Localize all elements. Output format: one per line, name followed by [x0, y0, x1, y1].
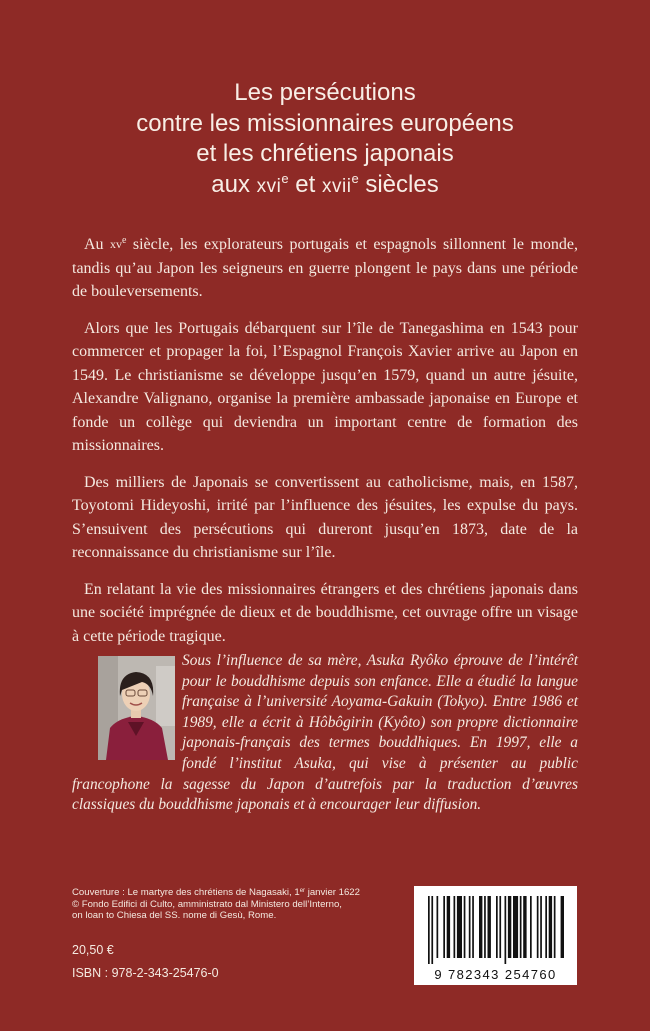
barcode-bars [414, 886, 577, 966]
barcode-bar [431, 896, 433, 964]
barcode-bar [549, 896, 552, 958]
paragraph-2: Alors que les Portugais débarquent sur l’île de Tanegashima en 1543 pour commercer et propager la foi, l’Espagnol François Xavier arrive au Japon en 1549. Le christianisme se développe jusqu’en 1579, quand un autre jésuite, Alexandre Valignano, organise la première ambassade japonaise en Europe et fonde un collège qui deviendra un important centre de formation des missionnaires. [72, 319, 578, 454]
barcode-bar [457, 896, 462, 958]
title-line-4-suffix: siècles [358, 170, 439, 198]
isbn: ISBN : 978-2-343-25476-0 [72, 966, 219, 980]
title-line-1: Les persécutions [234, 79, 416, 106]
title-line-4-prefix: aux [211, 170, 257, 198]
credits-sup: er [299, 888, 306, 894]
barcode-bar [496, 896, 498, 958]
paragraph-3: Des milliers de Japonais se convertissent au catholicisme, mais, en 1587, Toyotomi Hideyoshi, irrité par l’influence des jésuites, les expulse du pays. S’ensuivent des persécutions qui dureront jusqu’en 1873, date de la reconnaissance du christianisme sur l’île. [72, 473, 578, 561]
barcode-bar [554, 896, 556, 958]
paragraph-4: En relatant la vie des missionnaires étrangers et des chrétiens japonais dans une société imprégnée de dieux et de bouddhisme, cet ouvrage offre un visage à cette période tragique. [72, 580, 578, 645]
title-sup-1: e [281, 170, 289, 186]
photo-spacer [72, 651, 182, 772]
barcode-bar [488, 896, 491, 958]
title-line-3: et les chrétiens japonais [196, 140, 454, 167]
credits-line-1-end: janvier 1622 [305, 887, 360, 898]
author-bio [72, 651, 578, 816]
barcode-bar [428, 896, 430, 964]
title-century-1: xvi [256, 175, 282, 197]
barcode-bar [561, 896, 564, 958]
p1-sup: e [122, 235, 127, 246]
p1-century: xv [110, 237, 122, 251]
barcode-bar [513, 896, 518, 958]
barcode-bar [508, 896, 511, 958]
barcode-bar [454, 896, 456, 958]
barcode-bar [469, 896, 471, 958]
summary-text [72, 233, 578, 661]
barcode-bar [545, 896, 547, 958]
barcode-digits: 9 782343 254760 [434, 967, 557, 982]
barcode-bar [520, 896, 522, 958]
barcode-bar [443, 896, 445, 958]
title-century-2: xvii [321, 175, 352, 197]
credits-line-2: © Fondo Edifici di Culto, amministrato dal Ministero dell’Interno, [72, 898, 342, 910]
barcode-bar [505, 896, 507, 964]
barcode-bar [499, 896, 501, 958]
barcode-bar [437, 896, 439, 958]
paragraph-1 [72, 233, 578, 304]
title-line-4-mid: et [288, 170, 322, 198]
barcode-bar [540, 896, 542, 958]
barcode-bar [523, 896, 526, 958]
barcode-bar [447, 896, 450, 958]
barcode-bar [464, 896, 466, 958]
credits-line-1 [72, 887, 412, 899]
barcode-bar [537, 896, 539, 958]
barcode-bar [530, 896, 532, 958]
credits-line-1-start: Couverture : Le martyre des chrétiens de Nagasaki, 1 [72, 887, 300, 898]
cover-credits [72, 887, 412, 922]
price: 20,50 € [72, 943, 114, 957]
title-sup-2: e [351, 170, 359, 186]
book-title [0, 78, 650, 202]
p1-rest: siècle, les explorateurs portugais et espagnols sillonnent le monde, tandis qu’au Japon les seigneurs en guerre plongent le pays dans une période de bouleversements. [72, 236, 579, 300]
title-line-2: contre les missionnaires européens [136, 109, 514, 137]
credits-line-3: on loan to Chiesa del SS. nome di Gesù, Rome. [72, 910, 277, 922]
p1-start: Au [84, 236, 110, 253]
barcode-bar [484, 896, 486, 958]
barcode-bar [479, 896, 482, 958]
barcode [414, 886, 577, 985]
title-line-4 [0, 170, 650, 203]
author-bio-text: Sous l’influence de sa mère, Asuka Ryôko éprouve de l’intérêt pour le bouddhisme depuis son enfance. Elle a étudié la langue française à l’université Aoyama-Gakuin (Tokyo). Entre 1986 et 1989, elle a écrit à Hôbôgirin (Kyôto) son propre dictionnaire japonais-français des termes bouddhiques. En 1997, elle a fondé l’institut Asuka, qui vise à présenter au public francophone la sagesse du Japon d’autrefois par la traduction d’œuvres classiques du bouddhisme japonais et à encourager leur diffusion. [72, 652, 578, 814]
barcode-bar [472, 896, 474, 958]
